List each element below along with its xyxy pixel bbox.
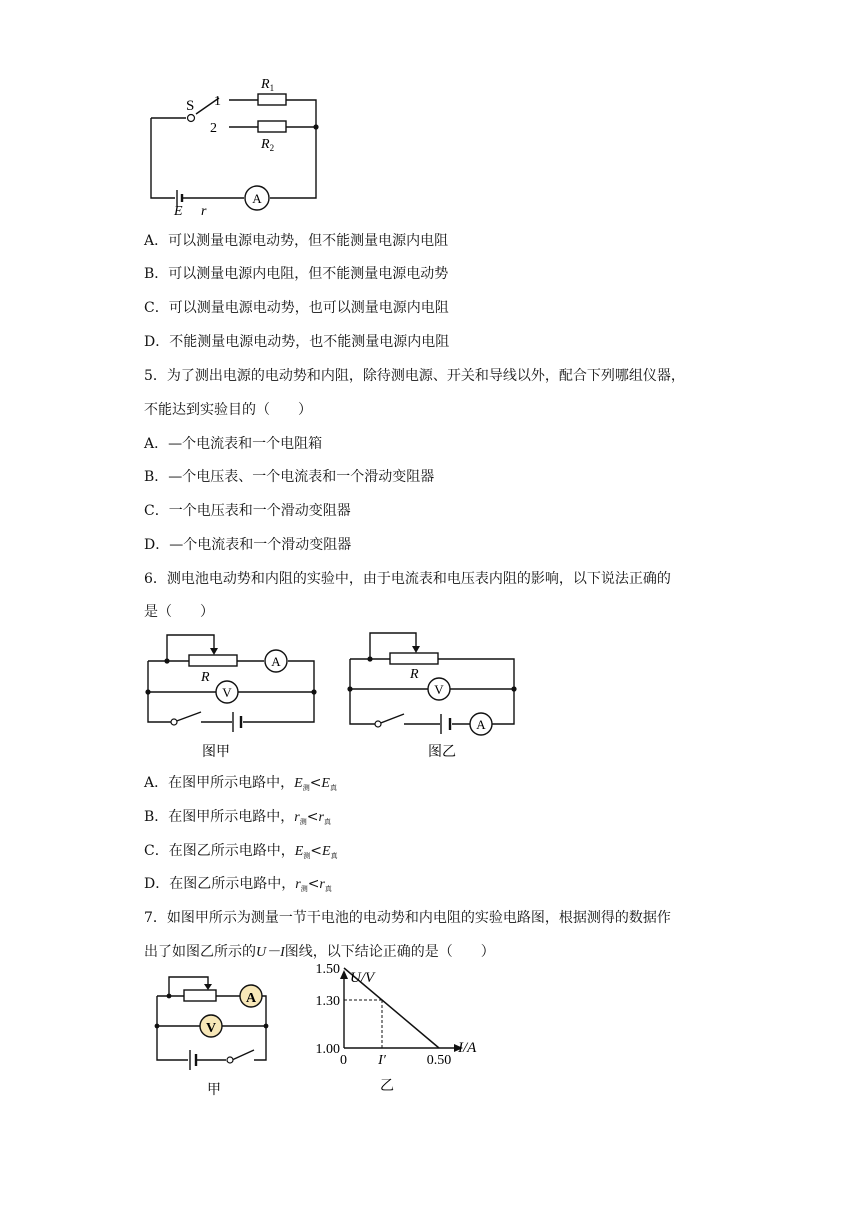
ammeter-label: A — [245, 991, 257, 1006]
rheostat-label: R — [410, 667, 419, 682]
y-tick-label: 1.50 — [315, 962, 340, 977]
figure-q7-jia — [150, 972, 280, 1100]
q5-stem-line1: 5．为了测出电源的电动势和内阻，除待测电源、开关和导线以外，配合下列哪组仪器， — [144, 368, 685, 384]
q4-option-c: C．可以测量电源电动势，也可以测量电源内电阻 — [144, 300, 449, 316]
figure-circuit-switch — [140, 66, 340, 218]
terminal-2-label: 2 — [210, 121, 217, 136]
x-axis-label: I/A — [458, 1040, 477, 1056]
voltmeter-label: V — [434, 682, 444, 697]
y-tick-label: 1.30 — [315, 994, 340, 1009]
figure-q6-yi — [342, 626, 532, 760]
q6-option-b: B．在图甲所示电路中，$r_测<r_真$ — [144, 809, 331, 826]
q5-option-a: A．—个电流表和一个电阻箱 — [144, 436, 323, 452]
q6-stem-line2: 是（ ） — [144, 604, 214, 620]
rheostat-label: R — [201, 670, 210, 685]
figure-caption: 甲 — [207, 1083, 221, 1098]
voltmeter-label: V — [222, 685, 232, 700]
switch-label: S — [186, 98, 195, 114]
q5-option-b: B．—个电压表、一个电流表和一个滑动变阻器 — [144, 469, 435, 485]
ammeter-label: A — [252, 191, 262, 206]
ammeter-label: A — [476, 717, 486, 732]
q7-stem-line2: 出了如图乙所示的U－I图线，以下结论正确的是（ ） — [144, 944, 495, 960]
q5-option-d: D．—个电流表和一个滑动变阻器 — [144, 537, 352, 553]
q4-option-a: A．可以测量电源电动势，但不能测量电源内电阻 — [144, 233, 449, 249]
figure-caption: 图甲 — [202, 745, 230, 760]
figure-q6-jia — [140, 630, 330, 760]
origin-label: 0 — [340, 1053, 347, 1068]
voltmeter-label: V — [205, 1021, 217, 1036]
q4-option-b: B．可以测量电源内电阻，但不能测量电源电动势 — [144, 266, 449, 282]
r1-label: $R_1$ — [261, 77, 275, 93]
q6-option-c: C．在图乙所示电路中，$E_测<E_真$ — [144, 843, 338, 860]
q4-option-d: D．不能测量电源电动势，也不能测量电源内电阻 — [144, 334, 450, 350]
r2-label: $R_2$ — [261, 137, 275, 153]
figure-caption: 图乙 — [428, 745, 456, 760]
marker-label: I′ — [378, 1053, 386, 1068]
terminal-1-label: 1 — [214, 94, 221, 109]
q7-stem-line1: 7．如图甲所示为测量一节干电池的电动势和内电阻的实验电路图，根据测得的数据作 — [144, 910, 671, 926]
figure-q7-chart — [300, 962, 490, 1096]
internal-r-label: r — [201, 204, 207, 219]
x-tick-label: 0.50 — [426, 1053, 452, 1068]
q6-stem-line1: 6．测电池电动势和内阻的实验中，由于电流表和电压表内阻的影响，以下说法正确的 — [144, 571, 671, 587]
emf-label: E — [174, 204, 183, 219]
figure-caption: 乙 — [380, 1079, 394, 1094]
q6-option-a: A．在图甲所示电路中，$E_测<E_真$ — [144, 775, 337, 792]
q6-option-d: D．在图乙所示电路中，$r_测<r_真$ — [144, 876, 332, 893]
q5-option-c: C．一个电压表和一个滑动变阻器 — [144, 503, 351, 519]
y-axis-label: U/V — [350, 970, 375, 986]
y-tick-label: 1.00 — [315, 1042, 340, 1057]
ammeter-label: A — [271, 654, 281, 669]
q5-stem-line2: 不能达到实验目的（ ） — [144, 402, 312, 418]
